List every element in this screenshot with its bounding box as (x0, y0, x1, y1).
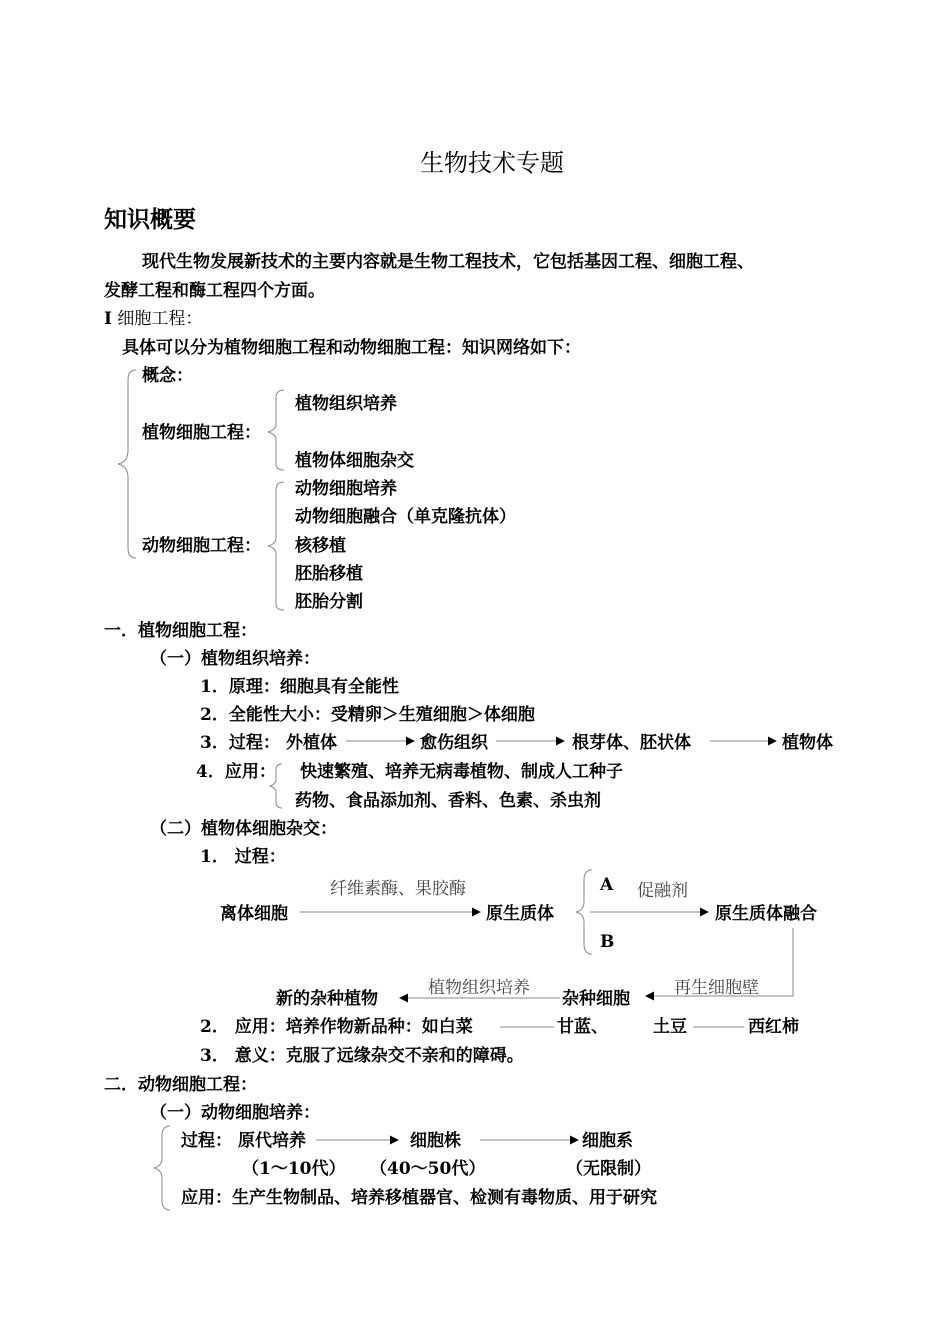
intro-line-2: 发酵工程和酶工程四个方面。 (104, 281, 325, 301)
tree-animal-item-4: 胚胎移植 (295, 564, 363, 584)
animal-step-line: 细胞系 (582, 1131, 633, 1151)
tissue-item-1: 1．原理：细胞具有全能性 (200, 677, 399, 697)
part1-roman: I (104, 309, 112, 329)
hybrid-item-2-prefix: 2． 应用：培养作物新品种：如白菜 (200, 1017, 473, 1037)
tissue-use-1: 快速繁殖、培养无病毒植物、制成人工种子 (300, 762, 623, 782)
animal-note-strain: （40～50代） (370, 1159, 486, 1179)
plant-brace (268, 390, 284, 470)
tree-plant-item-1: 植物组织培养 (295, 394, 397, 414)
hybrid-item-2-tomato: 西红柿 (748, 1017, 799, 1037)
tissue-item-2: 2．全能性大小：受精卵＞生殖细胞＞体细胞 (200, 705, 535, 725)
plant-section-heading: 一．植物细胞工程： (104, 621, 257, 641)
tissue-item-3-prefix: 3．过程： (200, 733, 280, 753)
hybrid-cell: 杂种细胞 (562, 989, 630, 1009)
part1-subtitle: 具体可以分为植物细胞工程和动物细胞工程：知识网络如下： (122, 338, 581, 358)
culture-label: 植物组织培养 (428, 978, 530, 998)
animal-note-line: （无限制） (566, 1159, 651, 1179)
tree-plant-item-2: 植物体细胞杂交 (295, 451, 414, 471)
tissue-step-plant: 植物体 (782, 733, 833, 753)
hybrid-item-1-label: 1． 过程： (200, 847, 286, 867)
tree-animal-item-1: 动物细胞培养 (295, 479, 397, 499)
section-heading: 知识概要 (104, 206, 196, 233)
part1-heading-text: 细胞工程： (117, 309, 203, 329)
part1-heading (104, 309, 202, 329)
tree-concept: 概念： (142, 366, 193, 386)
tissue-use-2: 药物、食品添加剂、香料、色素、杀虫剂 (295, 791, 601, 811)
fusion-agent: 促融剂 (637, 881, 688, 901)
animal-step-primary: 原代培养 (238, 1131, 306, 1151)
ab-brace (576, 870, 592, 954)
animal-application: 应用：生产生物制品、培养移植器官、检测有毒物质、用于研究 (181, 1188, 657, 1208)
regen-label: 再生细胞壁 (674, 978, 759, 998)
isolated-cell: 离体细胞 (220, 904, 288, 924)
branch-a: A (600, 875, 614, 895)
tree-animal-item-2: 动物细胞融合（单克隆抗体） (295, 507, 516, 527)
new-hybrid-plant: 新的杂种植物 (276, 989, 378, 1009)
animal-note-primary: （1～10代） (242, 1159, 346, 1179)
intro-line-1: 现代生物发展新技术的主要内容就是生物工程技术，它包括基因工程、细胞工程、 (142, 252, 754, 272)
tissue-culture-heading: （一）植物组织培养： (150, 649, 320, 669)
protoplast: 原生质体 (486, 904, 554, 924)
protoplast-fusion: 原生质体融合 (715, 904, 817, 924)
tissue-step-embryo: 根芽体、胚状体 (572, 733, 691, 753)
enzyme-label: 纤维素酶、果胶酶 (330, 879, 466, 899)
tree-animal-label: 动物细胞工程： (142, 536, 261, 556)
tree-animal-item-3: 核移植 (295, 536, 346, 556)
animal-culture-heading: （一）动物细胞培养： (150, 1103, 320, 1123)
hybrid-heading: （二）植物体细胞杂交： (150, 819, 337, 839)
tissue-item-4-prefix: 4．应用： (196, 762, 276, 782)
hybrid-item-3: 3． 意义：克服了远缘杂交不亲和的障碍。 (200, 1046, 524, 1066)
branch-b: B (600, 932, 615, 952)
animal-process-prefix: 过程： (181, 1131, 232, 1151)
animal-step-strain: 细胞株 (410, 1131, 461, 1151)
hybrid-item-2-cabbage: 甘蓝、 (557, 1017, 608, 1037)
tree-plant-label: 植物细胞工程： (142, 423, 261, 443)
animal-section-heading: 二．动物细胞工程： (104, 1075, 257, 1095)
page-title: 生物技术专题 (420, 149, 564, 177)
animal-brace (268, 482, 284, 610)
animal-culture-brace (154, 1126, 170, 1210)
tissue-step-explant: 外植体 (286, 733, 337, 753)
tree-animal-item-5: 胚胎分割 (295, 592, 363, 612)
hybrid-item-2-potato: 土豆 (653, 1017, 687, 1037)
network-brace (118, 370, 136, 558)
tissue-step-callus: 愈伤组织 (420, 733, 488, 753)
